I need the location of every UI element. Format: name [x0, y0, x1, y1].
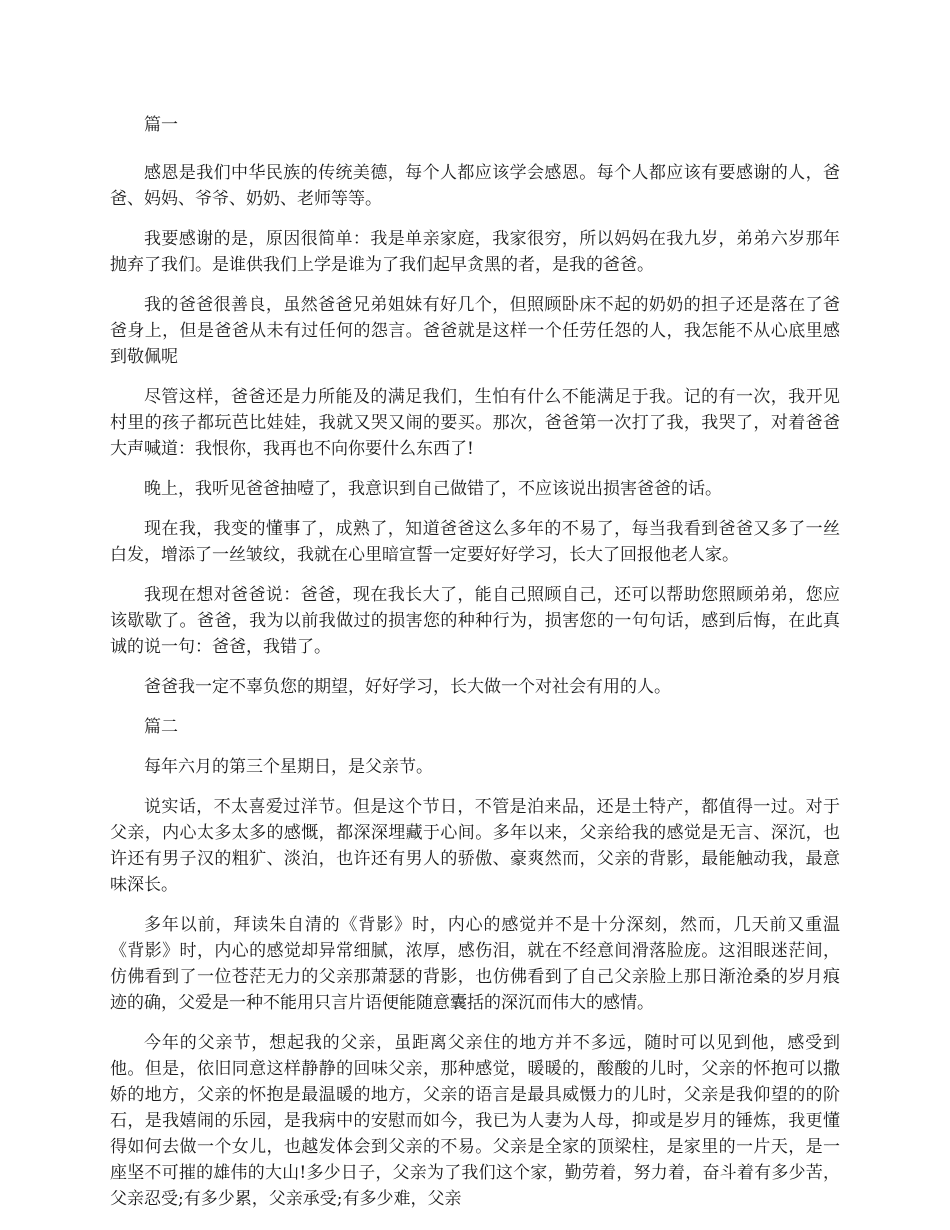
document-body — [110, 112, 840, 1226]
paragraph: 晚上，我听见爸爸抽噎了，我意识到自己做错了，不应该说出损害爸爸的话。 — [144, 479, 722, 499]
paragraph: 每年六月的第三个星期日，是父亲节。 — [144, 757, 433, 777]
section-heading-2: 篇二 — [144, 717, 178, 737]
paragraph: 今年的父亲节，想起我的父亲，虽距离父亲住的地方并不多远，随时可以见到他，感受到他。但是，依旧同意这样静静的回味父亲，那种感觉，暖暖的，酸酸的儿时，父亲的怀抱可以撒娇的地方，父亲的怀抱是最温暖的地方，父亲的语言是最具威慑力的儿时，父亲是我仰望的的阶石，是我嬉闹的乐园，是我病中的安慰而如今，我已为人妻为人母，抑或是岁月的锤炼，我更懂得如何去做一个女儿，也越发体会到父亲的不易。父亲是全家的顶梁柱，是家里的一片天，是一座坚不可摧的雄伟的大山!多少日子，父亲为了我们这个家，勤劳着，努力着，奋斗着有多少苦，父亲忍受;有多少累，父亲承受;有多少难，父亲 — [110, 1033, 840, 1209]
paragraph: 我的爸爸很善良，虽然爸爸兄弟姐妹有好几个，但照顾卧床不起的奶奶的担子还是落在了爸爸身上，但是爸爸从未有过任何的怨言。爸爸就是这样一个任劳任怨的人，我怎能不从心底里感到敬佩呢 — [110, 295, 840, 367]
paragraph: 多年以前，拜读朱自清的《背影》时，内心的感觉并不是十分深刻，然而，几天前又重温《背影》时，内心的感觉却异常细腻，浓厚，感伤泪，就在不经意间滑落脸庞。这泪眼迷茫间，仿佛看到了一位苍茫无力的父亲那萧瑟的背影，也仿佛看到了自己父亲脸上那日渐沧桑的岁月痕迹的确，父爱是一种不能用只言片语便能随意囊括的深沉而伟大的感情。 — [110, 915, 840, 1013]
paragraph: 爸爸我一定不辜负您的期望，好好学习，长大做一个对社会有用的人。 — [144, 677, 671, 697]
paragraph: 说实话，不太喜爱过洋节。但是这个节日，不管是泊来品，还是土特产，都值得一过。对于父亲，内心太多太多的感慨，都深深埋藏于心间。多年以来，父亲给我的感觉是无言、深沉，也许还有男子汉的粗犷、淡泊，也许还有男人的骄傲、豪爽然而，父亲的背影，最能触动我，最意味深长。 — [110, 797, 840, 895]
paragraph: 我现在想对爸爸说：爸爸，现在我长大了，能自己照顾自己，还可以帮助您照顾弟弟，您应该歇歇了。爸爸，我为以前我做过的损害您的种种行为，损害您的一句句话，感到后悔，在此真诚的说一句：爸爸，我错了。 — [110, 585, 840, 657]
paragraph: 现在我，我变的懂事了，成熟了，知道爸爸这么多年的不易了，每当我看到爸爸又多了一丝白发，增添了一丝皱纹，我就在心里暗宣誓一定要好好学习，长大了回报他老人家。 — [110, 519, 840, 565]
section-heading-1: 篇一 — [144, 115, 178, 135]
paragraph: 我要感谢的是，原因很简单：我是单亲家庭，我家很穷，所以妈妈在我九岁，弟弟六岁那年抛弃了我们。是谁供我们上学是谁为了我们起早贪黑的者，是我的爸爸。 — [110, 229, 840, 275]
paragraph: 尽管这样，爸爸还是力所能及的满足我们，生怕有什么不能满足于我。记的有一次，我开见村里的孩子都玩芭比娃娃，我就又哭又闹的要买。那次，爸爸第一次打了我，我哭了，对着爸爸大声喊道：我恨你，我再也不向你要什么东西了! — [110, 387, 840, 459]
paragraph: 感恩是我们中华民族的传统美德，每个人都应该学会感恩。每个人都应该有要感谢的人，爸爸、妈妈、爷爷、奶奶、老师等等。 — [110, 163, 840, 209]
